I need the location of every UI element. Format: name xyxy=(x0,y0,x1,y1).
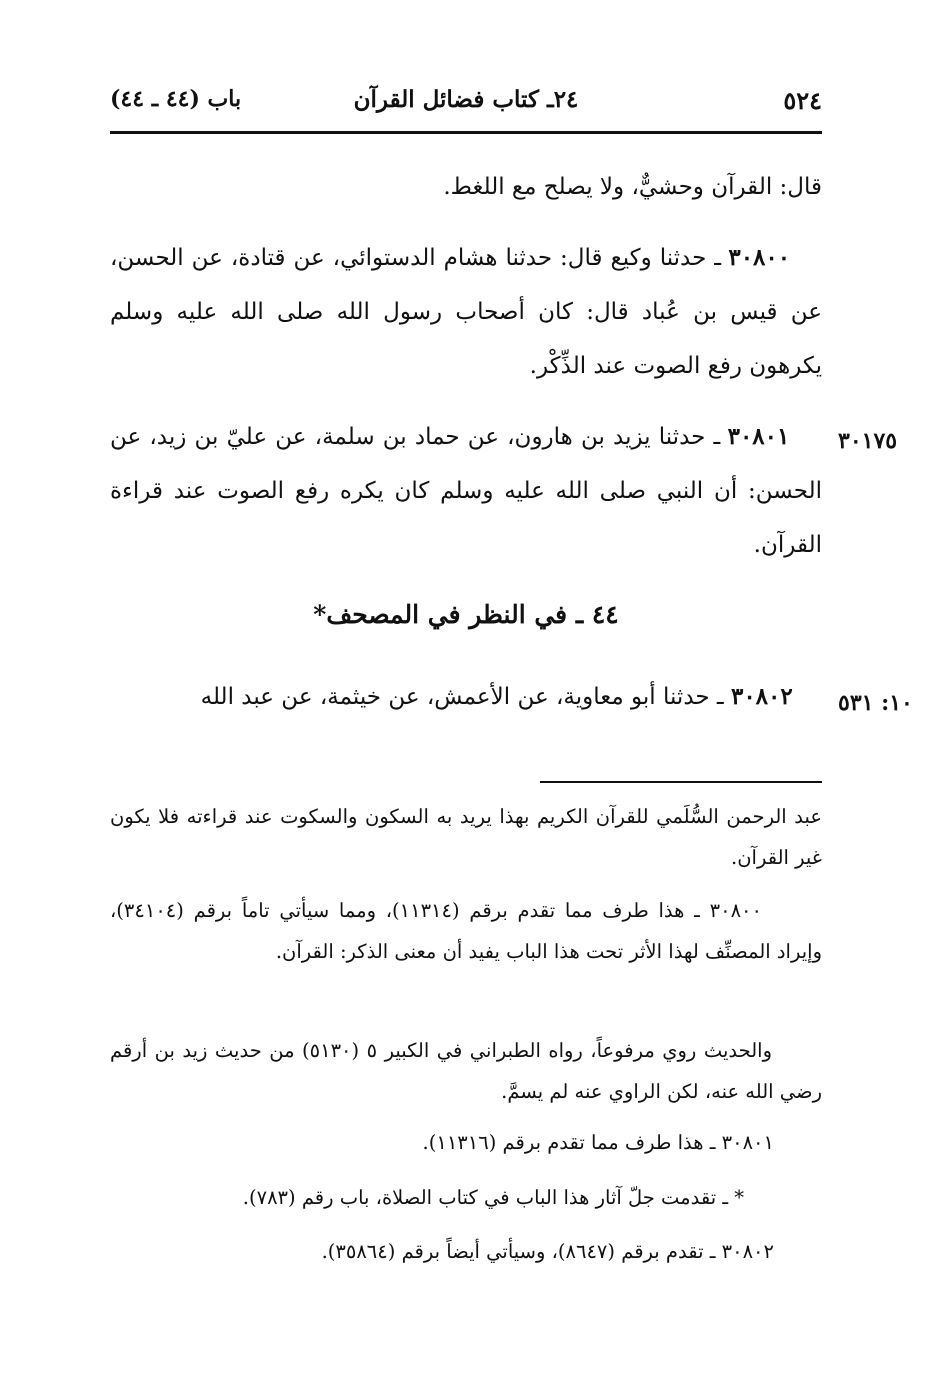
hadith-number: ٣٠٨٠٠ xyxy=(728,244,791,271)
hadith-30802 xyxy=(110,670,822,724)
footnote-text: عبد الرحمن السُّلَمي للقرآن الكريم بهذا يريد به السكون والسكوت عند قراءته فلا يكون غير القرآن. xyxy=(110,805,822,869)
hadith-text: ـ حدثنا يزيد بن هارون، عن حماد بن سلمة، عن عليّ بن زيد، عن الحسن: أن النبي صلى الله عليه وسلم كان يكره رفع الصوت عند قراءة القرآن. xyxy=(110,424,822,558)
footnote-text: ٣٠٨٠١ ـ هذا طرف مما تقدم برقم (١١٣١٦). xyxy=(422,1131,774,1154)
hadith-paragraph xyxy=(110,231,822,393)
footnote-text: ٣٠٨٠٢ ـ تقدم برقم (٨٦٤٧)، وسيأتي أيضاً برقم (٣٥٨٦٤). xyxy=(321,1240,774,1263)
footnote-text: ٣٠٨٠٠ ـ هذا طرف مما تقدم برقم (١١٣١٤)، ومما سيأتي تاماً برقم (٣٤١٠٤)، وإيراد المصنِّف لهذا الأثر تحت هذا الباب يفيد أن معنى الذكر: القرآن. xyxy=(110,899,822,963)
page-number: ٥٢٤ xyxy=(783,86,822,115)
book-title: ٢٤ـ كتاب فضائل القرآن xyxy=(353,86,579,113)
chapter-heading: ٤٤ ـ في النظر في المصحف* xyxy=(313,600,619,629)
intro-paragraph xyxy=(110,160,822,214)
hadith-30801 xyxy=(110,410,822,572)
intro-line: قال: القرآن وحشيٌّ، ولا يصلح مع اللغط. xyxy=(443,174,822,200)
footnote xyxy=(110,1231,822,1272)
hadith-paragraph xyxy=(110,670,822,724)
header-rule xyxy=(110,131,822,134)
footnote xyxy=(110,1122,822,1163)
footnote xyxy=(110,796,822,878)
running-header xyxy=(110,86,822,126)
hadith-text: ـ حدثنا وكيع قال: حدثنا هشام الدستوائي، عن قتادة، عن الحسن، عن قيس بن عُباد قال: كان أصحاب رسول الله صلى الله عليه وسلم يكرهون رفع الصوت عند الذِّكْر. xyxy=(110,245,822,379)
margin-reference: ١٠: ٥٣١ xyxy=(838,690,913,716)
footnote xyxy=(110,890,822,972)
margin-reference: ٣٠١٧٥ xyxy=(838,428,898,454)
footnote-text: * ـ تقدمت جلّ آثار هذا الباب في كتاب الصلاة، باب رقم (٧٨٣). xyxy=(242,1186,744,1209)
footnote-text: والحديث روي مرفوعاً، رواه الطبراني في الكبير ٥ (٥١٣٠) من حديث زيد بن أرقم رضي الله عنه، لكن الراوي عنه لم يسمَّ. xyxy=(110,1039,822,1103)
hadith-30800 xyxy=(110,231,822,393)
footnote-rule xyxy=(540,781,822,783)
chapter-range: باب (٤٤ ـ ٤٤) xyxy=(110,86,242,112)
hadith-text: ـ حدثنا أبو معاوية، عن الأعمش، عن خيثمة، عن عبد الله xyxy=(200,684,731,710)
footnote xyxy=(110,1030,822,1112)
hadith-number: ٣٠٨٠١ xyxy=(727,423,790,450)
hadith-paragraph xyxy=(110,410,822,572)
footnote xyxy=(110,1177,822,1218)
hadith-number: ٣٠٨٠٢ xyxy=(730,683,793,710)
